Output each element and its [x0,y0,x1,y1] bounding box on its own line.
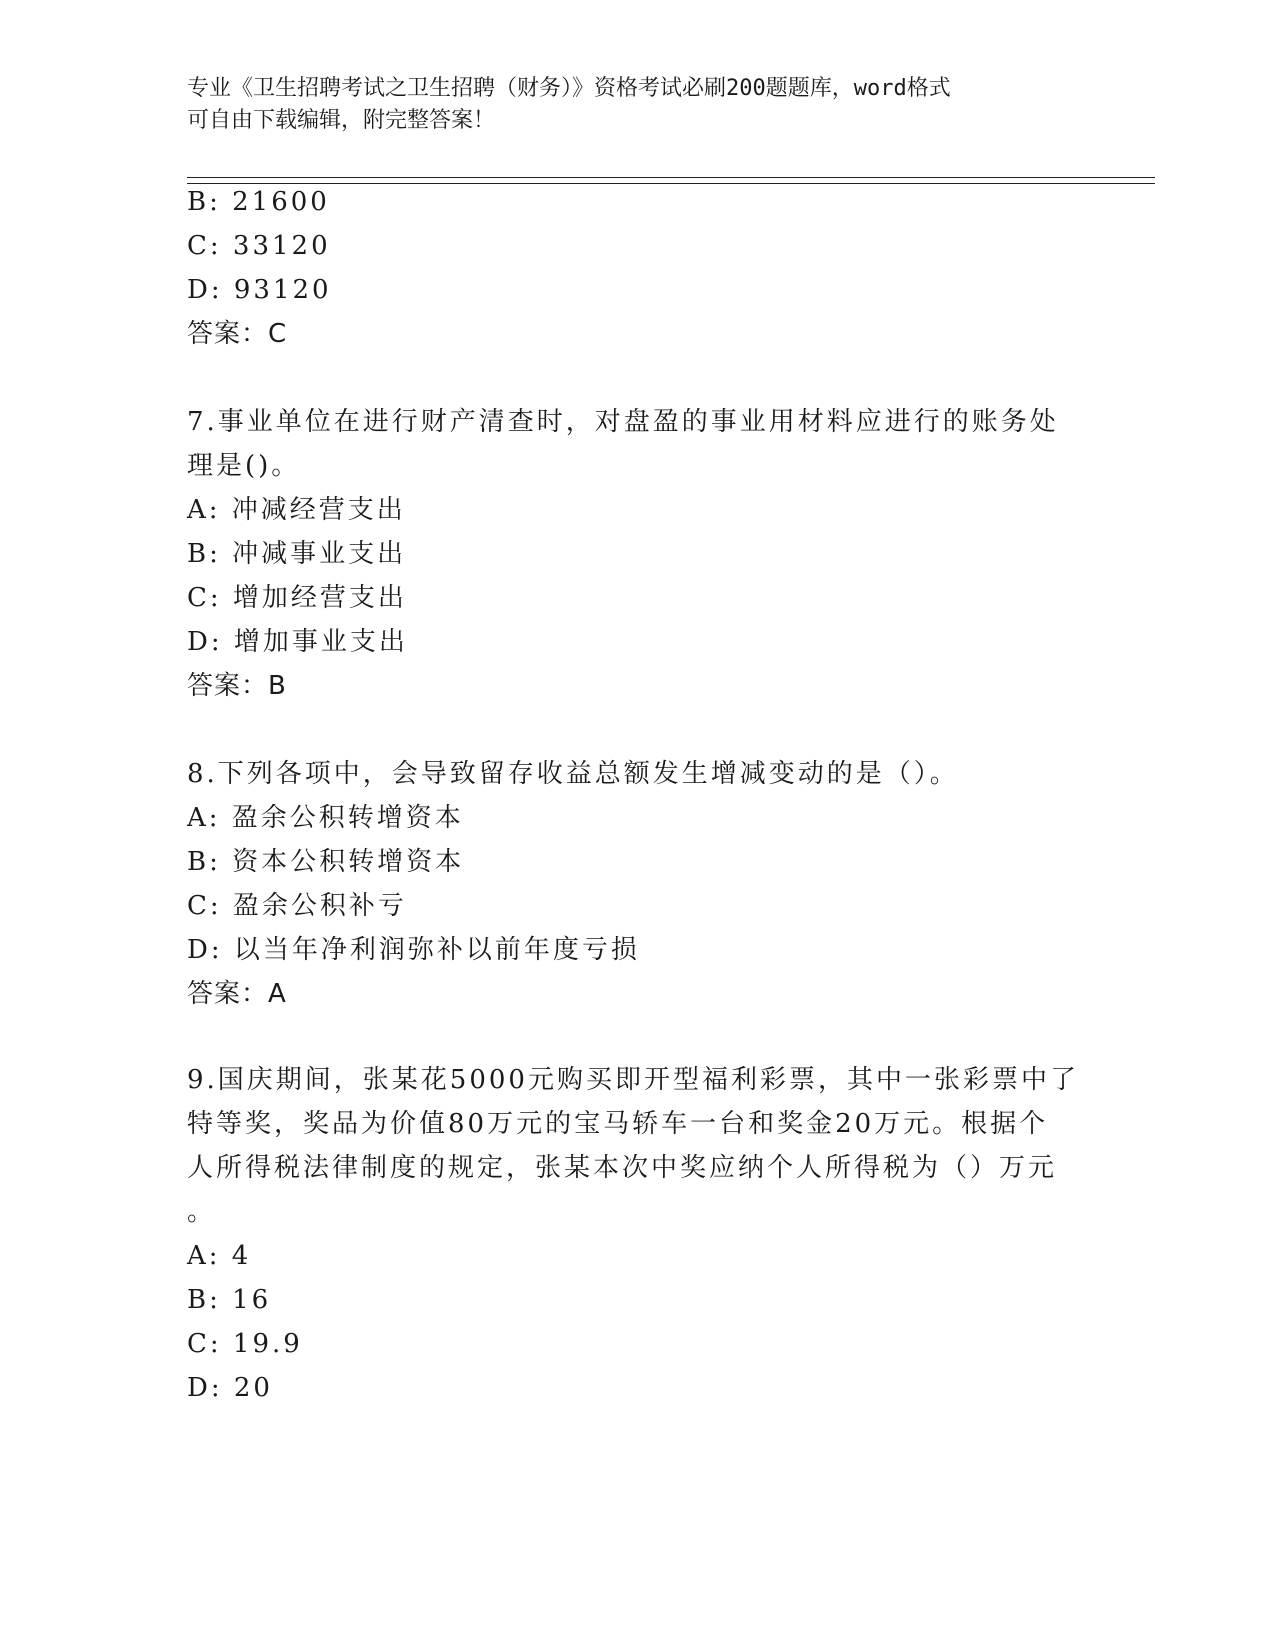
q8-option-d: D: 以当年净利润弥补以前年度亏损 [187,935,640,965]
header-line-1: 专业《卫生招聘考试之卫生招聘（财务）》资格考试必刷200题题库，word格式 [187,76,951,101]
q9-option-b: B: 16 [187,1285,272,1315]
header-divider-top [187,177,1155,178]
q7-option-b: B: 冲减事业支出 [187,539,407,569]
q9-stem-line-1: 9.国庆期间，张某花5000元购买即开型福利彩票，其中一张彩票中了 [187,1065,1079,1095]
q7-answer: 答案：B [187,671,287,701]
q7-stem-line-2: 理是()。 [187,451,301,481]
q8-answer: 答案：A [187,979,287,1009]
header-divider-bottom [187,183,1155,184]
prev-option-b: B: 21600 [187,187,330,217]
q9-option-a: A: 4 [187,1241,252,1271]
q7-option-c: C: 增加经营支出 [187,583,407,613]
q8-option-b: B: 资本公积转增资本 [187,847,465,877]
q9-stem-line-4: 。 [187,1197,217,1227]
q7-option-a: A: 冲减经营支出 [187,495,406,525]
document-header [187,73,1087,137]
q7-stem-line-1: 7.事业单位在进行财产清查时，对盘盈的事业用材料应进行的账务处 [187,407,1059,437]
q9-stem-line-2: 特等奖，奖品为价值80万元的宝马轿车一台和奖金20万元。根据个 [187,1109,1049,1139]
prev-option-c: C: 33120 [187,231,331,261]
q8-option-a: A: 盈余公积转增资本 [187,803,464,833]
header-line-2: 可自由下载编辑，附完整答案！ [187,108,496,133]
q7-option-d: D: 增加事业支出 [187,627,408,657]
prev-option-d: D: 93120 [187,275,332,305]
prev-answer: 答案：C [187,319,288,349]
q9-option-d: D: 20 [187,1373,273,1403]
q8-stem-line-1: 8.下列各项中，会导致留存收益总额发生增减变动的是（）。 [187,759,959,789]
q9-option-c: C: 19.9 [187,1329,303,1359]
q9-stem-line-3: 人所得税法律制度的规定，张某本次中奖应纳个人所得税为（）万元 [187,1153,1058,1183]
q8-option-c: C: 盈余公积补亏 [187,891,407,921]
